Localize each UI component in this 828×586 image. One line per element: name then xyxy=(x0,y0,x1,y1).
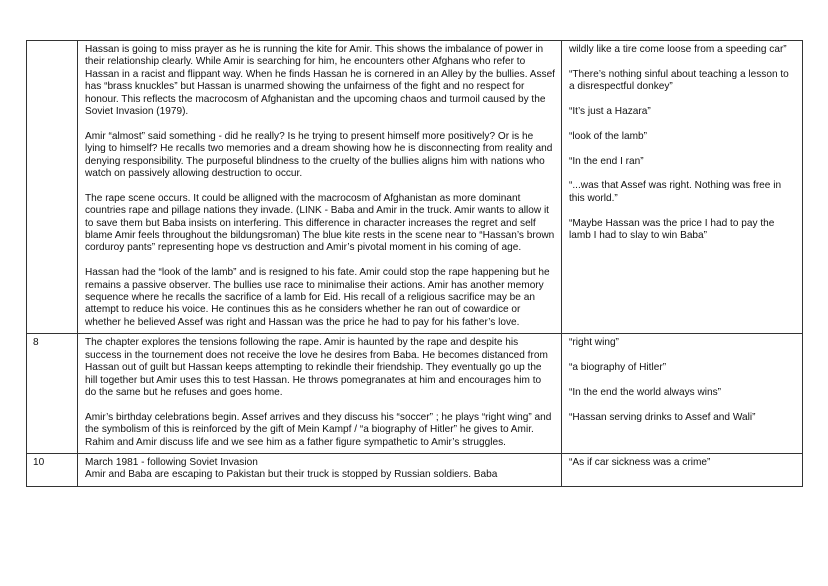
table-row xyxy=(27,41,803,334)
quote: “a biography of Hitler” xyxy=(569,362,667,374)
quote: “Maybe Hassan was the price I had to pay the lamb I had to slay to win Baba” xyxy=(569,217,775,241)
quote: “Hassan serving drinks to Assef and Wali” xyxy=(569,411,756,423)
quotes-cell xyxy=(562,453,803,486)
quotes-cell xyxy=(562,41,803,334)
chapter-number: 10 xyxy=(27,453,78,486)
table-row xyxy=(27,334,803,454)
analysis-paragraph: The rape scene occurs. It could be alligned with the macrocosm of Afghanistan as more dominant countries rape and pillage nations they invade. (LINK - Baba and Amir in the truck. Amir wants to allow it to save them but Baba insists on interfering. This difference in character increases the regret and self blame Amir feels throughout the bildungsroman) The blue kite rests in the scene near to “Hassan’s brown corduroy pants” representing hope vs destruction and Amir’s pivotal moment in his coming of age. xyxy=(85,192,555,254)
analysis-line: March 1981 - following Soviet Invasion xyxy=(85,456,258,468)
quote: “...was that Assef was right. Nothing was free in this world.” xyxy=(569,180,782,204)
quote: “It’s just a Hazara” xyxy=(569,106,651,117)
analysis-paragraph: The chapter explores the tensions following the rape. Amir is haunted by the rape and despite his success in the tournement does not receive the love he desires from Baba. He becomes distanced from Hassan out of guilt but Hassan keeps attempting to rekindle their friendship. They eventually go up the hill together but Amir uses this to test Hassan. He throws pomegranates at him and encourages him to do the same but he refuses and goes home. xyxy=(85,337,548,398)
quote: “In the end I ran” xyxy=(569,155,644,167)
quotes-cell xyxy=(562,334,803,454)
quote: “right wing” xyxy=(569,337,619,349)
analysis-paragraph: Hassan is going to miss prayer as he is running the kite for Amir. This shows the imbalance of power in their relationship clearly. While Amir is searching for him, he encounters other Afghans who refer to Hassan in a racist and flippant way. When he finds Hassan he is cornered in an Alley by the bullies. Assef has “brass knuckles” but Hassan is unarmed showing the unfairness of the fight and no respect for honour. This reflects the macrocosm of Afghanistan and the upcoming chaos and turmoil caused by the Soviet Invasion (1979). xyxy=(85,44,555,118)
analysis-paragraph: Amir “almost” said something - did he really? Is he trying to present himself more positively? Or is he lying to himself? He recalls two memories and a dream showing how he is disconnecting from reality and denying responsibility. The purposeful blindness to the cruelty of the bullies aligns him with nations who watch on passively allowing destruction to occur. xyxy=(85,130,553,180)
quote: “As if car sickness was a crime” xyxy=(569,456,711,468)
analysis-line: Amir and Baba are escaping to Pakistan but their truck is stopped by Russian soldiers. Baba xyxy=(85,469,498,481)
quote: “look of the lamb” xyxy=(569,130,647,142)
analysis-cell xyxy=(78,334,562,454)
analysis-paragraph: Hassan had the “look of the lamb” and is resigned to his fate. Amir could stop the rape happening but he remains a passive observer. The bullies use race to minimalise their actions. Amir has another memory sequence where he recalls the sacrifice of a lamb for Eid. His recall of a religious sacrifice may be an attempt to reduce his voice. He continues this as he considers whether he ran out of cowardice or whether he believed Assef was right and Hassan was the price he had to pay for his father’s love. xyxy=(85,267,550,328)
analysis-cell xyxy=(78,41,562,334)
analysis-paragraph: Amir’s birthday celebrations begin. Assef arrives and they discuss his “soccer” ; he plays “right wing” and the symbolism of this is reinforced by the gift of Mein Kampf / “a biography of Hitler” he gives to Amir. Rahim and Amir discuss life and we see him as a father figure sympathetic to Amir’s struggles. xyxy=(85,411,552,448)
chapter-number xyxy=(27,41,78,334)
quote: “In the end the world always wins” xyxy=(569,386,722,398)
analysis-table xyxy=(26,40,803,487)
quote: wildly like a tire come loose from a speeding car” xyxy=(569,44,787,55)
quote: “There’s nothing sinful about teaching a lesson to a disrespectful donkey” xyxy=(569,68,789,93)
chapter-number: 8 xyxy=(27,334,78,454)
analysis-cell xyxy=(78,453,562,486)
table-row xyxy=(27,453,803,486)
